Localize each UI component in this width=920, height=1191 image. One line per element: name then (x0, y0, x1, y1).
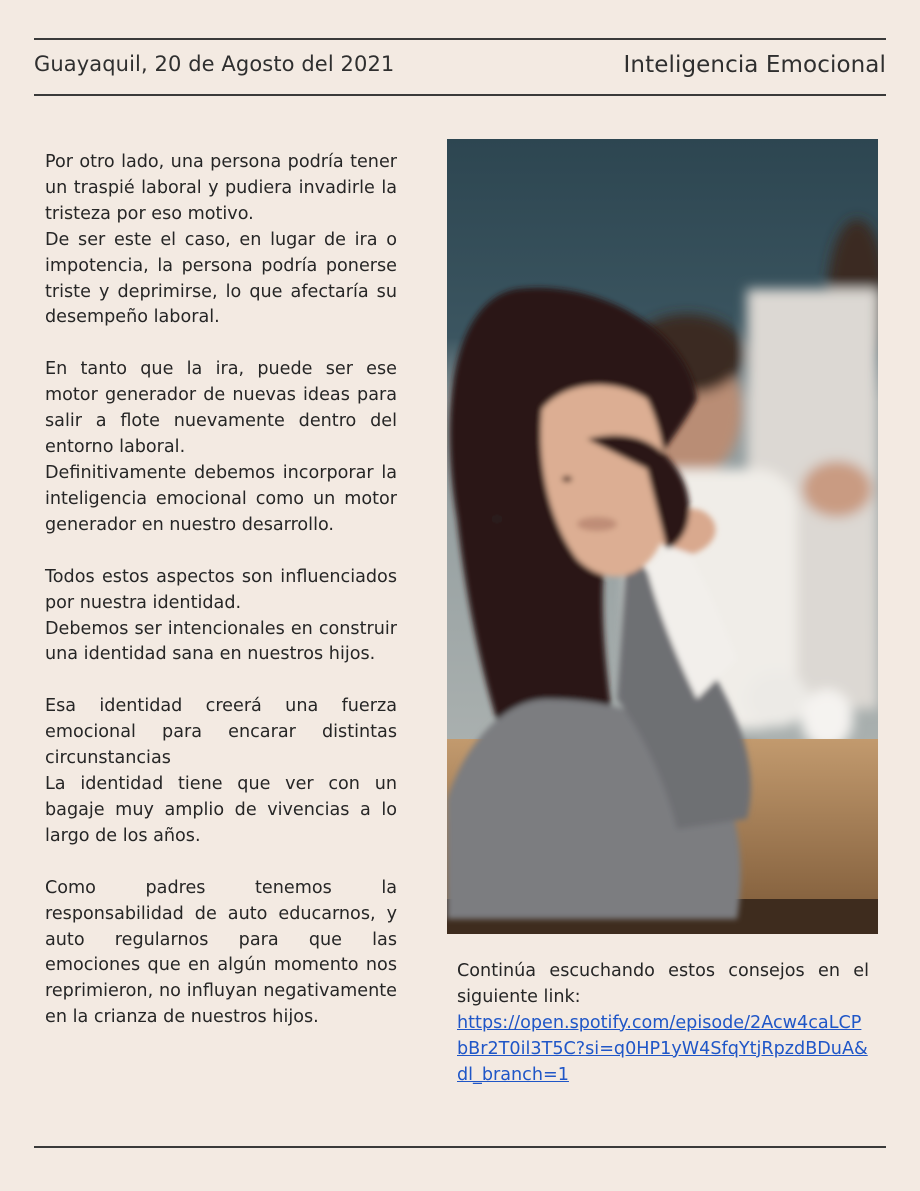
paragraph-2-sentence-1: En tanto que la ira, puede ser ese motor generador de nuevas ideas para salir a flote nuevamente dentro del entorno laboral. (45, 359, 397, 458)
paragraph-3-sentence-1: Todos estos aspectos son influenciados por nuestra identidad. (45, 566, 397, 613)
header-date: Guayaquil, 20 de Agosto del 2021 (34, 52, 395, 76)
paragraph-3-sentence-2: Debemos ser intencionales en construir una identidad sana en nuestros hijos. (45, 618, 397, 665)
paragraph-5-sentence-1: Como padres tenemos la responsabilidad de auto educarnos, y auto regularnos para que las emociones que en algún momento nos reprimieron, no influyan negativamente en la crianza de nuestros hijos. (45, 877, 397, 1028)
top-rule-upper (34, 38, 886, 40)
paragraph-2-sentence-2: Definitivamente debemos incorporar la inteligencia emocional como un motor generador en nuestro desarrollo. (45, 462, 397, 535)
paragraph-2 (45, 357, 397, 538)
paragraph-3 (45, 565, 397, 669)
paragraph-5 (45, 876, 397, 1031)
photo-illustration (447, 139, 878, 934)
paragraph-4-sentence-2: La identidad tiene que ver con un bagaje muy amplio de vivencias a lo largo de los años. (45, 774, 397, 846)
bottom-rule (34, 1146, 886, 1148)
paragraph-4-sentence-1: Esa identidad creerá una fuerza emocional para encarar distintas circunstancias (45, 696, 397, 769)
sad-woman-at-table-photo (447, 139, 878, 934)
paragraph-1-sentence-1: Por otro lado, una persona podría tener un traspié laboral y pudiera invadirle la tristeza por eso motivo. (45, 152, 397, 224)
spotify-episode-link[interactable]: https://open.spotify.com/episode/2Acw4caLCPbBr2T0il3T5C?si=q0HP1yW4SfqYtjRpzdBDuA&dl_branch=1 (457, 1012, 868, 1085)
caption-text: Continúa escuchando estos consejos en el siguiente link: (457, 961, 869, 1007)
header-title: Inteligencia Emocional (623, 52, 886, 78)
top-rule-lower (34, 94, 886, 96)
caption (457, 959, 869, 1089)
paragraph-1-sentence-2: De ser este el caso, en lugar de ira o impotencia, la persona podría ponerse triste y deprimirse, lo que afectaría su desempeño laboral. (45, 229, 397, 328)
paragraph-4 (45, 694, 397, 849)
paragraph-1 (45, 150, 397, 331)
article-body (45, 150, 397, 1057)
